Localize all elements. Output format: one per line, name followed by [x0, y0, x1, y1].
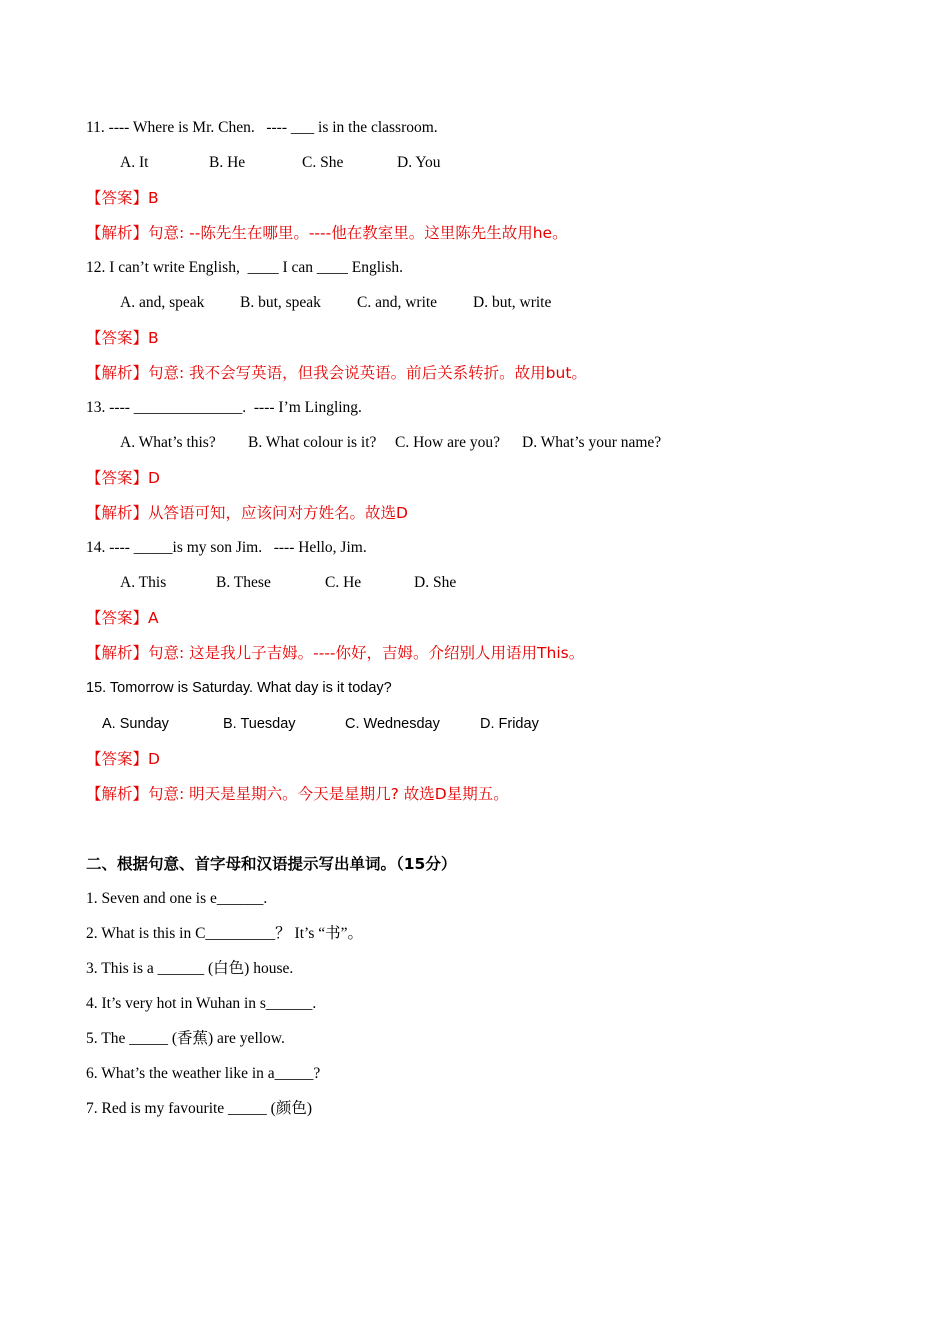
fill-in-item: 5. The _____ (香蕉) are yellow. — [86, 1030, 285, 1047]
option: D. You — [397, 154, 441, 171]
question-options — [120, 573, 520, 693]
question-stem: 13. ---- ______________. ---- I’m Lingling. — [86, 399, 362, 416]
option: A. What’s this? — [120, 434, 216, 451]
analysis-line: 【解析】句意: --陈先生在哪里。----他在教室里。这里陈先生故用he。 — [86, 224, 568, 242]
option: D. She — [414, 574, 457, 591]
analysis-line: 【解析】句意: 我不会写英语，但我会说英语。前后关系转折。故用but。 — [86, 364, 587, 382]
option: B. These — [216, 574, 271, 591]
option: B. He — [209, 154, 246, 171]
question-options — [120, 433, 720, 553]
question-stem: 12. I can’t write English, ____ I can ____ English. — [86, 259, 403, 276]
question-stem: 11. ---- Where is Mr. Chen. ---- ___ is in the classroom. — [86, 119, 438, 136]
fill-in-item: 7. Red is my favourite _____ (颜色) — [86, 1100, 313, 1117]
option: D. but, write — [473, 294, 552, 311]
option: B. Tuesday — [223, 716, 296, 732]
section-heading: 二、根据句意、首字母和汉语提示写出单词。（15分） — [86, 855, 457, 873]
fill-in-item: 2. What is this in C_________？ It’s “书”。 — [86, 925, 363, 942]
fill-in-item: 1. Seven and one is e______. — [86, 890, 268, 907]
option: C. and, write — [357, 294, 438, 311]
question-stem: 15. Tomorrow is Saturday. What day is it today? — [86, 680, 392, 696]
option: A. This — [120, 574, 167, 591]
question-options — [102, 714, 602, 834]
answer-line: 【答案】B — [86, 189, 159, 207]
option: A. It — [120, 154, 149, 171]
option: C. He — [325, 574, 362, 591]
option: B. but, speak — [240, 294, 321, 311]
analysis-line: 【解析】句意: 明天是星期六。今天是星期几? 故选D星期五。 — [86, 785, 509, 803]
question-stem: 14. ---- _____is my son Jim. ---- Hello, Jim. — [86, 539, 367, 556]
option: A. Sunday — [102, 716, 169, 732]
analysis-line: 【解析】从答语可知，应该问对方姓名。故选D — [86, 504, 408, 522]
fill-in-item: 4. It’s very hot in Wuhan in s______. — [86, 995, 317, 1012]
question-options — [120, 153, 520, 273]
option: C. How are you? — [395, 434, 501, 451]
option: D. Friday — [480, 716, 539, 732]
analysis-line: 【解析】句意: 这是我儿子吉姆。----你好，吉姆。介绍别人用语用This。 — [86, 644, 585, 662]
fill-in-item: 6. What’s the weather like in a_____? — [86, 1065, 321, 1082]
answer-line: 【答案】A — [86, 609, 159, 627]
option: C. Wednesday — [345, 716, 440, 732]
option: D. What’s your name? — [522, 434, 662, 451]
option: A. and, speak — [120, 294, 205, 311]
option: C. She — [302, 154, 344, 171]
question-options — [120, 293, 620, 413]
answer-line: 【答案】D — [86, 750, 160, 768]
option: B. What colour is it? — [248, 434, 377, 451]
answer-line: 【答案】D — [86, 469, 160, 487]
answer-line: 【答案】B — [86, 329, 159, 347]
fill-in-item: 3. This is a ______ (白色) house. — [86, 960, 294, 977]
